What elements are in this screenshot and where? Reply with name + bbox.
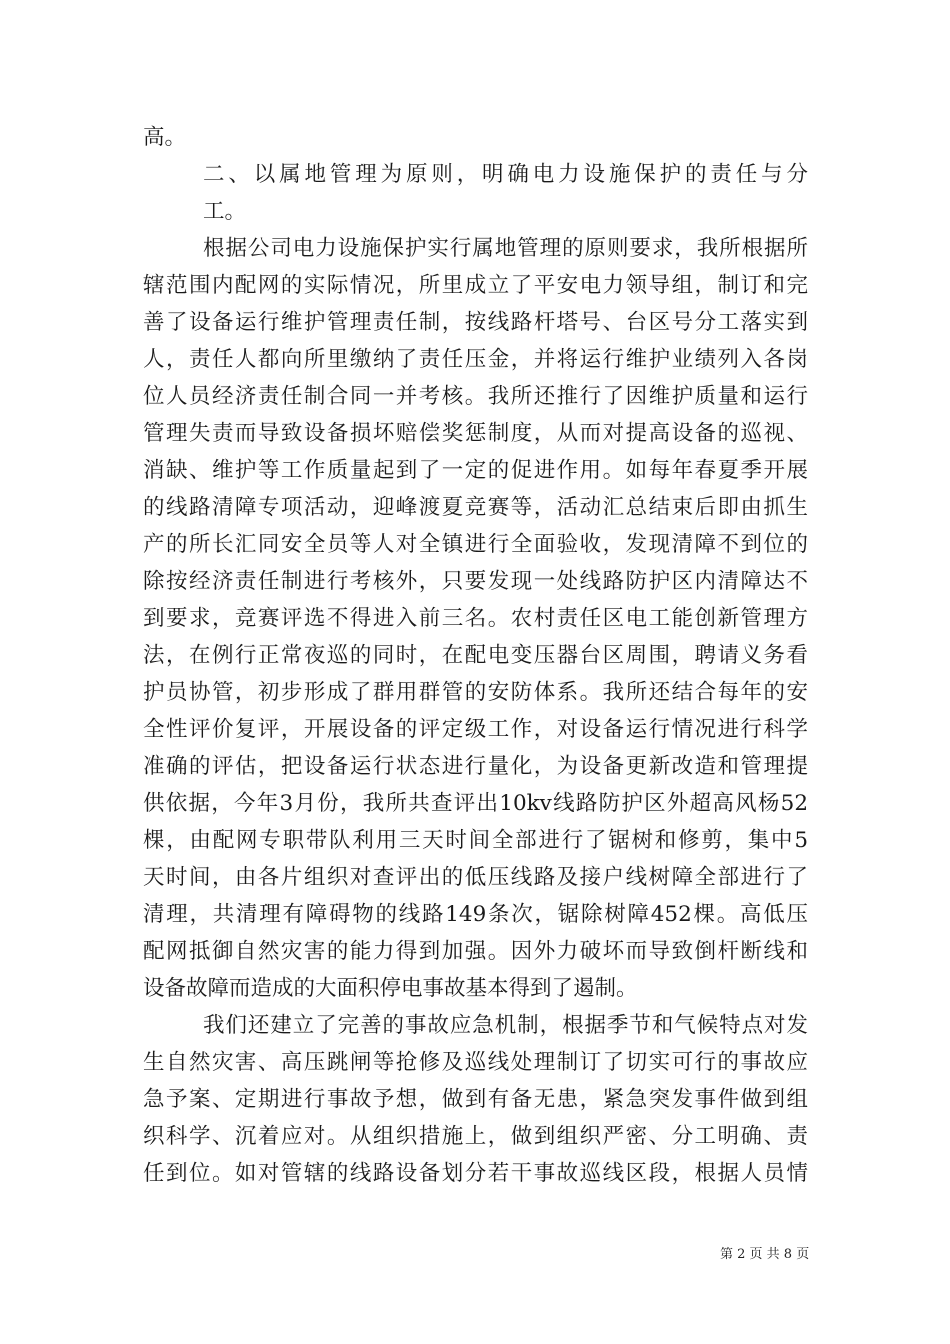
text-line: 我们还建立了完善的事故应急机制，根据季节和气候特点对发 (203, 1013, 808, 1038)
section-heading: 二、以属地管理为原则，明确电力设施保护的责任与分 (203, 162, 808, 187)
text-line: 急予案、定期进行事故予想，做到有备无患，紧急突发事件做到组 (143, 1087, 808, 1112)
text-line: 位人员经济责任制合同一并考核。我所还推行了因维护质量和运行 (143, 384, 808, 409)
text-line: 除按经济责任制进行考核外，只要发现一处线路防护区内清障达不 (143, 569, 808, 594)
text-line: 管理失责而导致设备损坏赔偿奖惩制度，从而对提高设备的巡视、 (143, 421, 808, 446)
text-line: 辖范围内配网的实际情况，所里成立了平安电力领导组，制订和完 (143, 273, 808, 298)
page-number: 第 2 页 共 8 页 (720, 1247, 810, 1262)
text-line: 高。 (143, 125, 187, 150)
text-line: 供依据，今年3月份，我所共查评出10kv线路防护区外超高风杨52 (143, 791, 808, 816)
text-line: 配网抵御自然灾害的能力得到加强。因外力破坏而导致倒杆断线和 (143, 939, 808, 964)
text-line: 到要求，竞赛评选不得进入前三名。农村责任区电工能创新管理方 (143, 606, 808, 631)
text-line: 产的所长汇同安全员等人对全镇进行全面验收，发现清障不到位的 (143, 532, 808, 557)
text-line: 生自然灾害、高压跳闸等抢修及巡线处理制订了切实可行的事故应 (143, 1050, 808, 1075)
text-line: 任到位。如对管辖的线路设备划分若干事故巡线区段，根据人员情 (143, 1161, 808, 1186)
text-line: 织科学、沉着应对。从组织措施上，做到组织严密、分工明确、责 (143, 1124, 808, 1149)
text-line: 棵，由配网专职带队利用三天时间全部进行了锯树和修剪，集中5 (143, 828, 808, 853)
text-line: 法，在例行正常夜巡的同时，在配电变压器台区周围，聘请义务看 (143, 643, 808, 668)
text-line: 护员协管，初步形成了群用群管的安防体系。我所还结合每年的安 (143, 680, 808, 705)
text-line: 全性评价复评，开展设备的评定级工作，对设备运行情况进行科学 (143, 717, 808, 742)
text-line: 善了设备运行维护管理责任制，按线路杆塔号、台区号分工落实到 (143, 310, 808, 335)
text-line: 的线路清障专项活动，迎峰渡夏竞赛等，活动汇总结束后即由抓生 (143, 495, 808, 520)
text-line: 消缺、维护等工作质量起到了一定的促进作用。如每年春夏季开展 (143, 458, 808, 483)
text-line: 设备故障而造成的大面积停电事故基本得到了遏制。 (143, 976, 638, 1001)
section-heading-cont: 工。 (203, 199, 247, 224)
text-line: 清理，共清理有障碍物的线路149条次，锯除树障452棵。高低压 (143, 902, 808, 927)
text-line: 天时间，由各片组织对查评出的低压线路及接户线树障全部进行了 (143, 865, 808, 890)
text-line: 准确的评估，把设备运行状态进行量化，为设备更新改造和管理提 (143, 754, 808, 779)
text-line: 根据公司电力设施保护实行属地管理的原则要求，我所根据所 (203, 236, 808, 261)
text-line: 人，责任人都向所里缴纳了责任压金，并将运行维护业绩列入各岗 (143, 347, 808, 372)
